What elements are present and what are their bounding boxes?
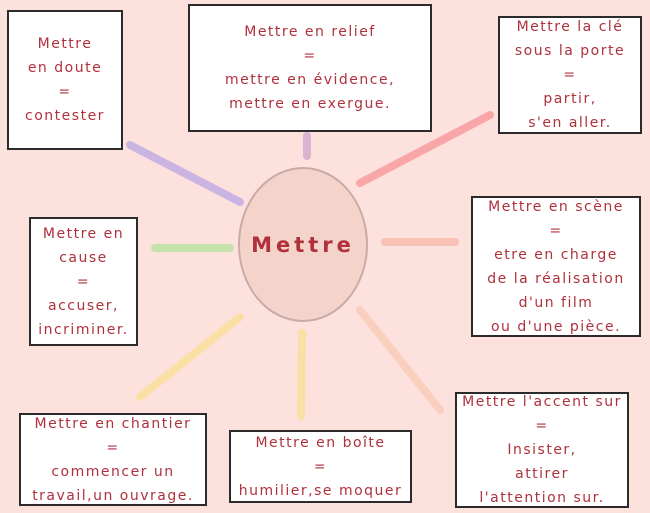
cause-line-0: Mettre en — [42, 225, 125, 242]
accent-line-3: attirer — [515, 466, 569, 482]
cause-line-2: = — [76, 273, 91, 290]
spoke-accent — [360, 310, 440, 410]
box-mettre-en-cause — [29, 217, 138, 346]
relief-line-3: mettre en exergue. — [229, 96, 391, 112]
spoke-chantier — [140, 317, 240, 397]
spoke-boite — [301, 333, 302, 416]
cle-line-1: sous la porte — [514, 43, 626, 59]
doute-line-1: en doute — [27, 60, 103, 76]
cle-line-2: = — [563, 67, 577, 83]
box-mettre-en-doute — [7, 10, 123, 150]
box-mettre-en-chantier — [19, 413, 207, 506]
cle-line-4: s'en aller. — [528, 115, 612, 131]
cause-line-3: accuser, — [48, 297, 119, 314]
box-mettre-en-relief — [188, 4, 432, 132]
cause-line-4: incriminer. — [38, 321, 129, 338]
accent-line-0: Mettre l'accent sur — [462, 394, 622, 410]
scene-line-4: d'un film — [518, 294, 594, 311]
scene-line-3: de la réalisation — [487, 270, 625, 287]
cause-line-1: cause — [59, 249, 108, 266]
box-mettre-en-scene — [471, 196, 641, 337]
boite-line-0: Mettre en boîte — [255, 434, 386, 451]
accent-line-4: l'attention sur. — [479, 490, 605, 506]
scene-line-1: = — [549, 222, 563, 239]
doute-line-0: Mettre — [37, 36, 93, 52]
scene-line-0: Mettre en scène — [488, 198, 624, 215]
relief-line-1: = — [303, 48, 317, 64]
doute-line-2: = — [58, 84, 72, 100]
relief-line-2: mettre en évidence, — [224, 72, 396, 88]
boite-line-2: humilier,se moquer — [238, 482, 403, 499]
center-label: Mettre — [251, 232, 355, 257]
chantier-line-3: travail,un ouvrage. — [32, 487, 194, 504]
boite-line-1: = — [313, 458, 328, 475]
box-mettre-l-accent — [455, 392, 629, 508]
chantier-line-2: commencer un — [51, 463, 175, 480]
chantier-line-0: Mettre en chantier — [34, 415, 192, 432]
accent-line-2: Insister, — [507, 442, 577, 458]
scene-line-5: ou d'une pièce. — [490, 318, 622, 335]
center-node — [238, 167, 368, 322]
box-mettre-la-cle — [498, 16, 642, 134]
cle-line-0: Mettre la clé — [516, 19, 624, 35]
accent-line-1: = — [535, 418, 549, 434]
cle-line-3: partir, — [543, 91, 597, 107]
box-mettre-en-boite — [229, 430, 412, 503]
relief-line-0: Mettre en relief — [244, 24, 376, 40]
chantier-line-1: = — [106, 439, 120, 456]
spoke-doute — [130, 145, 240, 202]
scene-line-2: etre en charge — [494, 246, 618, 263]
doute-line-3: contester — [25, 108, 105, 124]
